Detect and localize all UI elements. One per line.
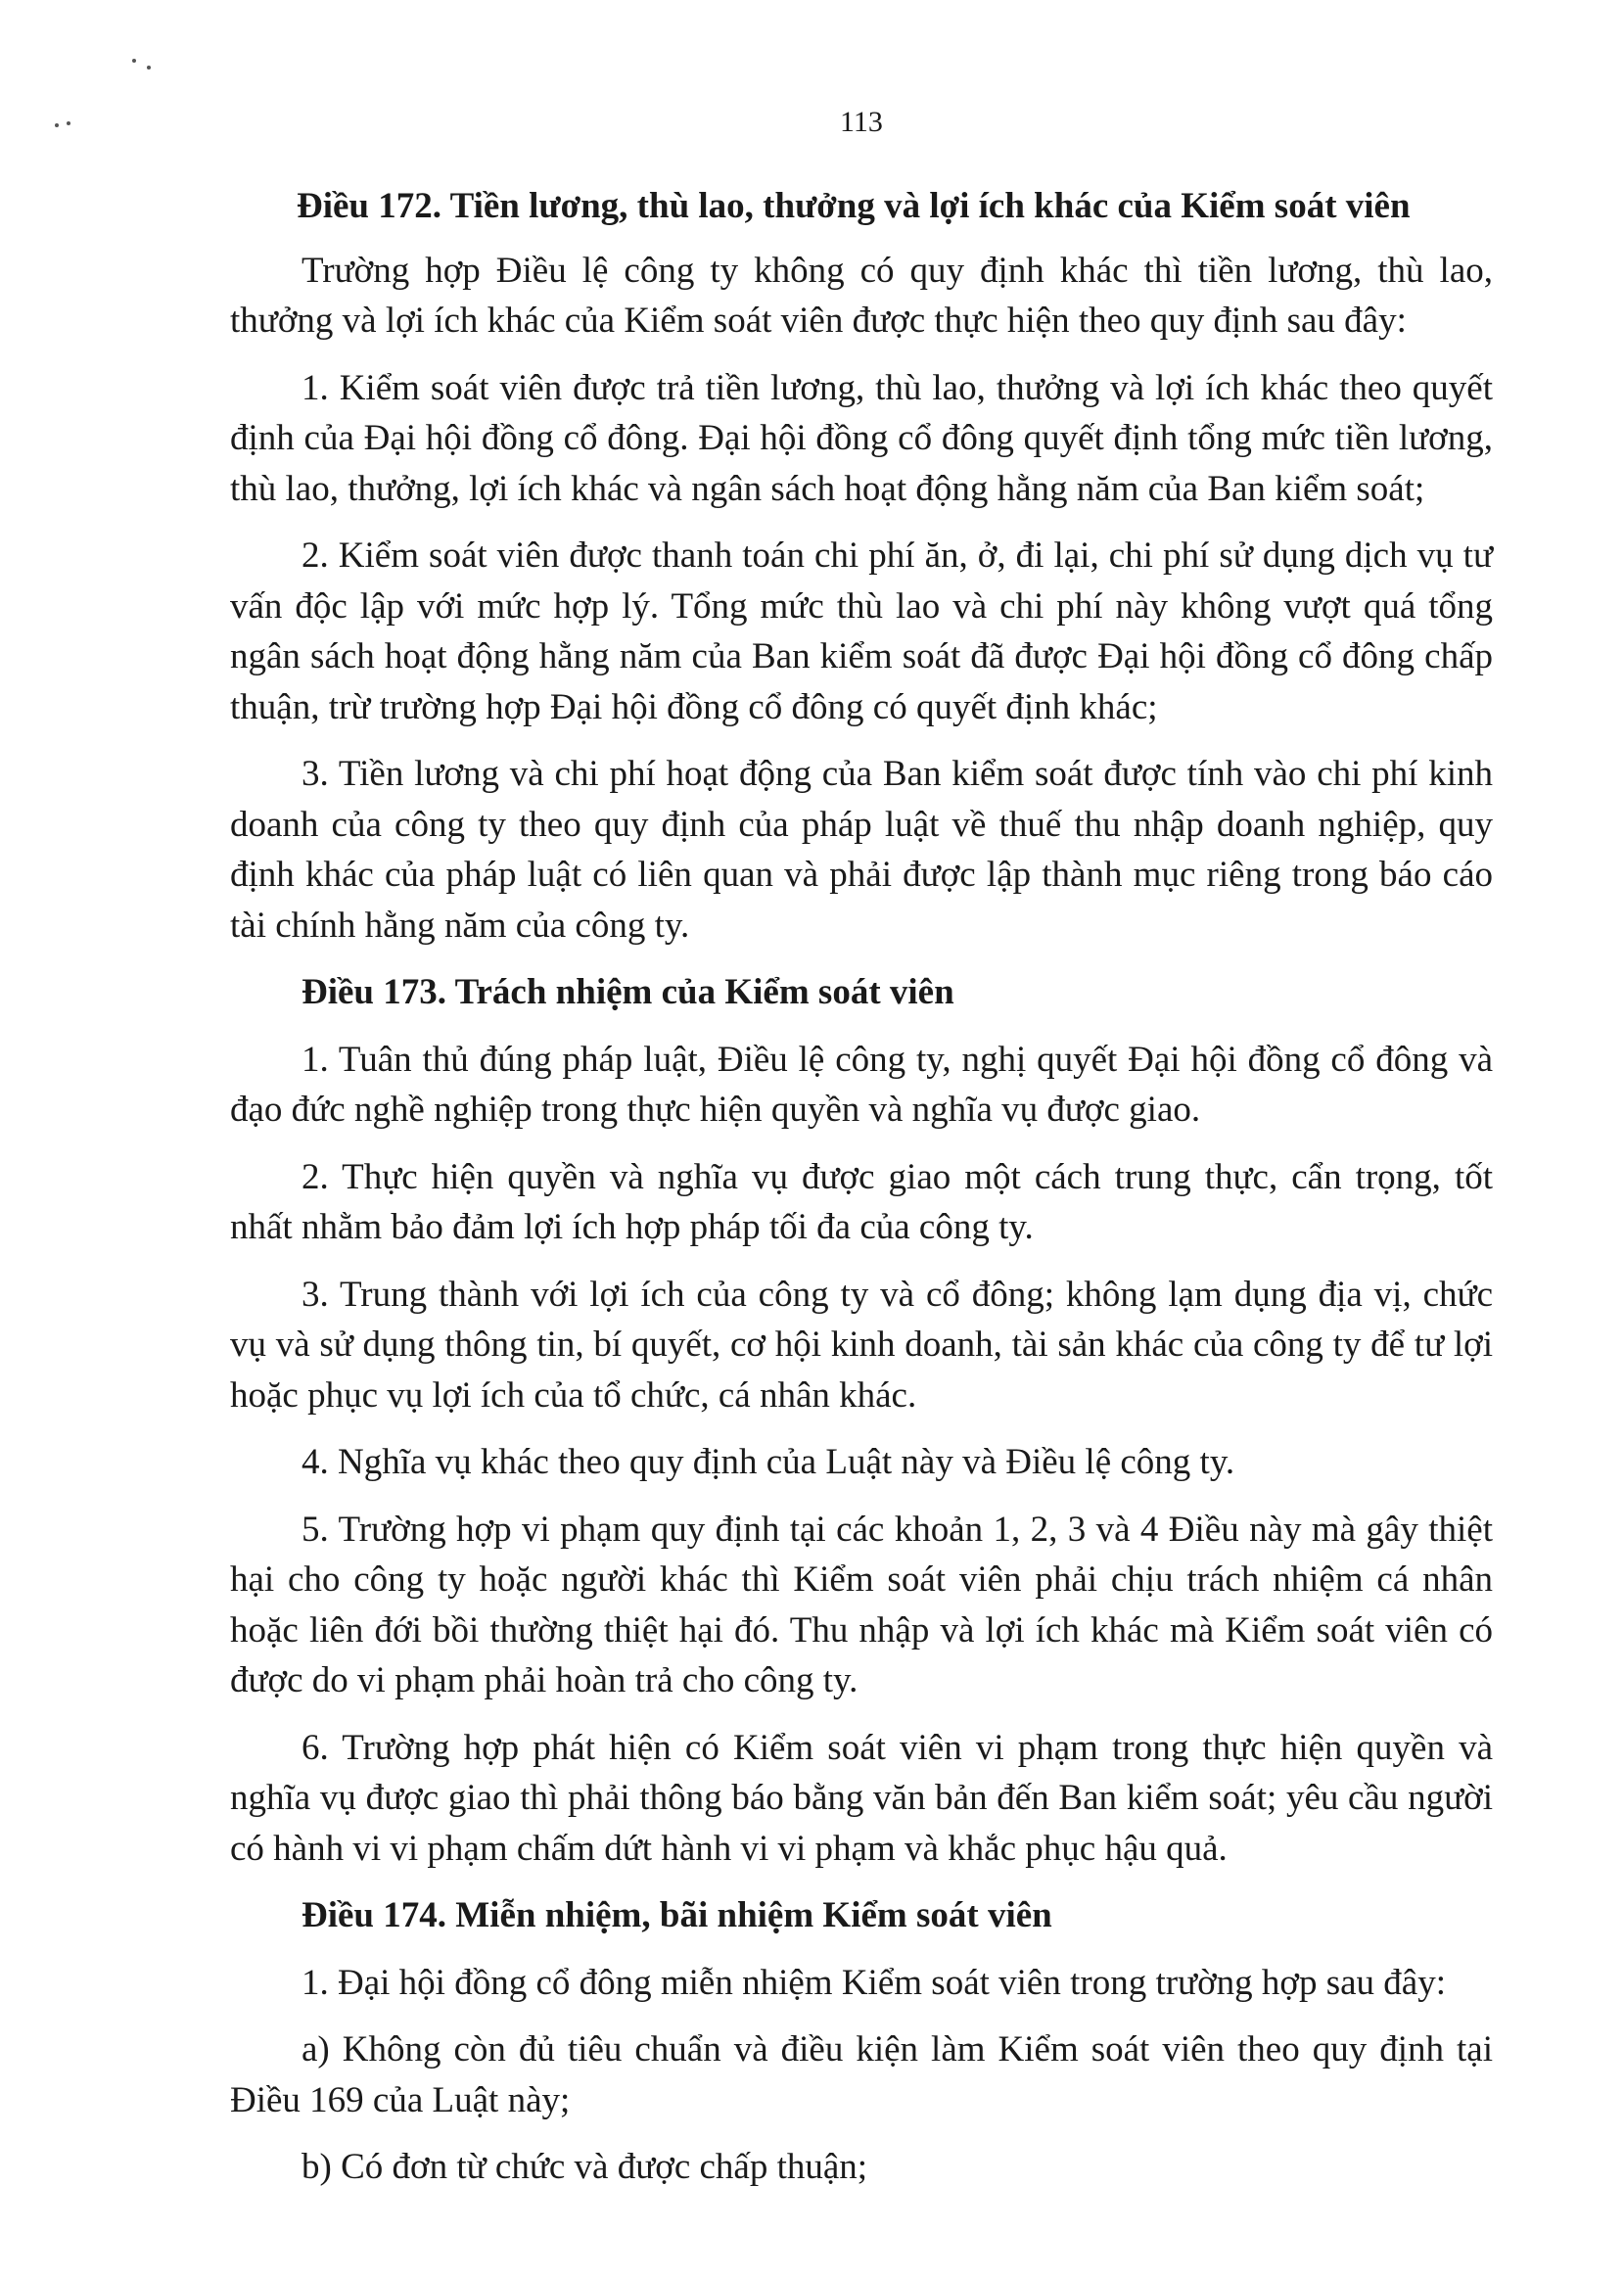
scan-speck — [67, 121, 70, 125]
article-173-clause-2: 2. Thực hiện quyền và nghĩa vụ được giao một cách trung thực, cẩn trọng, tốt nhất nhằm bảo đảm lợi ích hợp pháp tối đa của công ty. — [230, 1156, 1493, 1247]
article-174-heading: Điều 174. Miễn nhiệm, bãi nhiệm Kiểm soát viên — [302, 1895, 1052, 1935]
article-172-clause-1: 1. Kiểm soát viên được trả tiền lương, thù lao, thưởng và lợi ích khác theo quyết định của Đại hội đồng cổ đông. Đại hội đồng cổ đông quyết định tổng mức tiền lương, thù lao, thưởng, lợi ích khác và ngân sách hoạt động hằng năm của Ban kiểm soát; — [230, 367, 1493, 509]
article-173-clause-1: 1. Tuân thủ đúng pháp luật, Điều lệ công ty, nghị quyết Đại hội đồng cổ đông và đạo đức nghề nghiệp trong thực hiện quyền và nghĩa vụ được giao. — [230, 1039, 1493, 1130]
article-172-heading: Điều 172. Tiền lương, thù lao, thưởng và lợi ích khác của Kiểm soát viên — [297, 186, 1411, 226]
article-173-clause-5: 5. Trường hợp vi phạm quy định tại các khoản 1, 2, 3 và 4 Điều này mà gây thiệt hại cho công ty hoặc người khác thì Kiểm soát viên phải chịu trách nhiệm cá nhân hoặc liên đới bồi thường thiệt hại đó. Thu nhập và lợi ích khác mà Kiểm soát viên có được do vi phạm phải hoàn trả cho công ty. — [230, 1509, 1493, 1700]
scan-speck — [55, 123, 59, 127]
scan-speck — [132, 59, 136, 63]
article-172-intro: Trường hợp Điều lệ công ty không có quy định khác thì tiền lương, thù lao, thưởng và lợi ích khác của Kiểm soát viên được thực hiện theo quy định sau đây: — [230, 250, 1493, 341]
scan-speck — [147, 66, 151, 70]
page-number: 113 — [840, 106, 883, 138]
article-173-clause-6: 6. Trường hợp phát hiện có Kiểm soát viên vi phạm trong thực hiện quyền và nghĩa vụ được giao thì phải thông báo bằng văn bản đến Ban kiểm soát; yêu cầu người có hành vi vi phạm chấm dứt hành vi vi phạm và khắc phục hậu quả. — [230, 1727, 1493, 1869]
article-173-clause-4: 4. Nghĩa vụ khác theo quy định của Luật này và Điều lệ công ty. — [302, 1442, 1235, 1482]
article-174-point-b: b) Có đơn từ chức và được chấp thuận; — [302, 2147, 868, 2187]
document-page — [230, 0, 1493, 2279]
article-172-clause-3: 3. Tiền lương và chi phí hoạt động của Ban kiểm soát được tính vào chi phí kinh doanh của công ty theo quy định của pháp luật về thuế thu nhập doanh nghiệp, quy định khác của pháp luật có liên quan và phải được lập thành mục riêng trong báo cáo tài chính hằng năm của công ty. — [230, 754, 1493, 946]
article-174-point-a: a) Không còn đủ tiêu chuẩn và điều kiện làm Kiểm soát viên theo quy định tại Điều 169 của Luật này; — [230, 2029, 1493, 2120]
article-174-clause-1: 1. Đại hội đồng cổ đông miễn nhiệm Kiểm soát viên trong trường hợp sau đây: — [302, 1962, 1447, 2003]
document-body — [230, 181, 1493, 2209]
article-173-clause-3: 3. Trung thành với lợi ích của công ty và cổ đông; không lạm dụng địa vị, chức vụ và sử dụng thông tin, bí quyết, cơ hội kinh doanh, tài sản khác của công ty để tư lợi hoặc phục vụ lợi ích của tổ chức, cá nhân khác. — [230, 1274, 1493, 1416]
article-172-clause-2: 2. Kiểm soát viên được thanh toán chi phí ăn, ở, đi lại, chi phí sử dụng dịch vụ tư vấn độc lập với mức hợp lý. Tổng mức thù lao và chi phí này không vượt quá tổng ngân sách hoạt động hằng năm của Ban kiểm soát đã được Đại hội đồng cổ đông chấp thuận, trừ trường hợp Đại hội đồng cổ đông có quyết định khác; — [230, 535, 1493, 727]
article-173-heading: Điều 173. Trách nhiệm của Kiểm soát viên — [302, 972, 954, 1012]
